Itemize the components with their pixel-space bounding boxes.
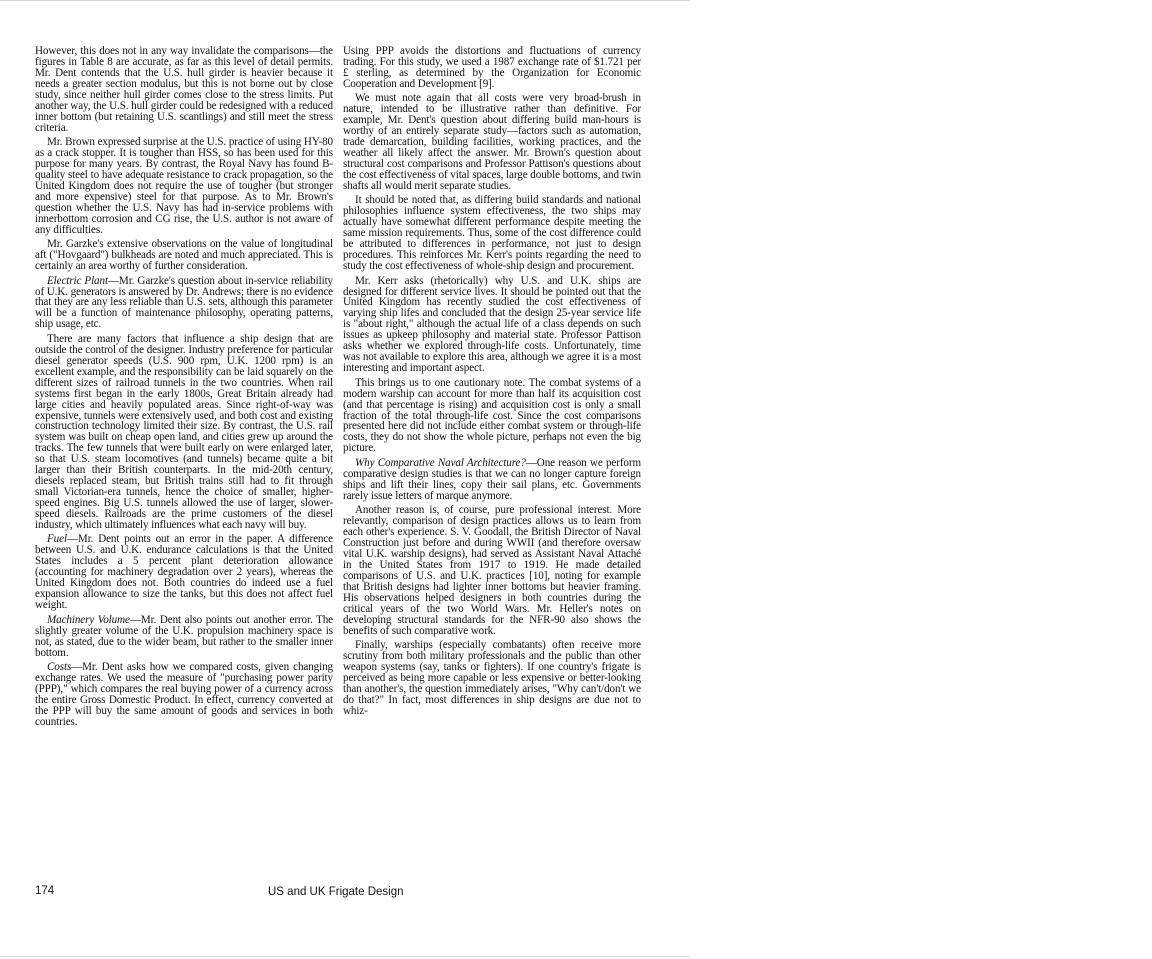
paragraph-text: Finally, warships (especially combatants) often receive more scrutiny from both military professionals and the public than other weapon systems (say, tanks or fighters). If one country's frigate is perceived as being more capable or less expensive or better-looking than another's, the question immediately arises, "Why can't/don't we do that?" In fact, most differences in ship designs are due not to whiz-	[343, 639, 641, 717]
paragraph	[35, 276, 333, 331]
paragraph-text: Mr. Kerr asks (rhetorically) why U.S. and U.K. ships are designed for different service lives. It should be pointed out that the United Kingdom has recently studied the cost effectiveness of varying ship lifes and concluded that the design 25-year service life is "about right," although the actual life of a class depends on such issues as upkeep philosophy and material state. Professor Pattison asks whether we explored through-life costs. Unfortunately, time was not available to explore this area, although we agree it is a most interesting and important aspect.	[343, 274, 641, 375]
paragraph-text: Another reason is, of course, pure professional interest. More relevantly, comparison of design practices allows us to learn from each other's experience. S. V. Goodall, the British Director of Naval Construction just before and during WWII (and therefore oversaw vital U.K. warship designs), had served as Assistant Naval Attaché in the United States from 1917 to 1919. He made detailed comparisons of U.S. and U.K. practices [10], noting for example that British designs had lighter inner bottoms but heavier framing. His observations helped designers in both countries during the critical years of the two World Wars. Mr. Heller's notes on developing structural standards for the NFR-90 also shows the benefits of such comparative work.	[343, 504, 641, 637]
paragraph	[343, 505, 641, 636]
run-in-heading: Why Comparative Naval Architecture?	[355, 456, 526, 469]
paragraph-text: Using PPP avoids the distortions and fluctuations of currency trading. For this study, we used a 1987 exchange rate of $1.721 per £ sterling, as determined by the Organization for Economic Cooperation and Development [9].	[343, 45, 641, 90]
paragraph	[35, 534, 333, 611]
paragraph	[35, 137, 333, 236]
paragraph-text: —Mr. Dent points out an error in the paper. A difference between U.S. and U.K. endurance calculations is that the United States includes a 5 percent plant deterioration allowance (accounting for machinery degradation over 2 years), whereas the United Kingdom does not. Both countries do indeed use a fuel expansion allowance to size the tanks, but this does not affect fuel weight.	[35, 533, 333, 612]
run-in-heading: Fuel	[47, 533, 67, 546]
paragraph	[343, 640, 641, 717]
paragraph	[35, 239, 333, 272]
paragraph-text: It should be noted that, as differing build standards and national philosophies influence system effectiveness, the two ships may actually have somewhat different performance despite meeting the same mission requirements. Thus, some of the cost difference could be attributed to differences in performance, not just to design procedures. This reinforces Mr. Kerr's points regarding the need to study the cost effectiveness of whole-ship design and procurement.	[343, 194, 641, 273]
page-bottom-edge	[0, 956, 690, 957]
paragraph	[343, 378, 641, 455]
paragraph-text: —Mr. Dent also points out another error. The slightly greater volume of the U.K. propulsion machinery space is not, as stated, due to the wider beam, but rather to the smaller inner bottom.	[35, 613, 333, 659]
run-in-heading: Electric Plant	[47, 274, 108, 287]
paragraph	[35, 46, 333, 134]
running-footer-title: US and UK Frigate Design	[268, 886, 404, 898]
page-top-edge	[0, 0, 690, 1]
paragraph	[35, 334, 333, 531]
left-text-column	[35, 46, 333, 731]
paragraph-text: There are many factors that influence a ship design that are outside the control of the designer. Industry preference for particular diesel generator speeds (U.S. 900 rpm, U.K. 1200 rpm) is an excellent example, and the responsibility can be laid squarely on the different sizes of railroad tunnels in the two countries. When rail systems first began in the early 1800s, Great Britain already had large cities and heavily populated areas. Since right-of-way was expensive, tunnels were extensively used, and both cost and existing construction technology limited their size. By contrast, the U.S. rail system was built on cheap open land, and cities grew up around the tracks. The few tunnels that were built early on were enlarged later, so that U.S. steam locomotives (and tunnels) became quite a bit larger than their British counterparts. In the mid-20th century, diesels replaced steam, but British trains still had to fit through small Victorian-era tunnels, hence the choice of smaller, higher-speed engines. Big U.S. tunnels allowed the use of larger, slower-speed diesels. Railroads are the prime customers of the diesel industry, which ultimately influences what each navy will buy.	[35, 332, 333, 532]
paragraph-text: We must note again that all costs were very broad-brush in nature, intended to be illustrative rather than definitive. For example, Mr. Dent's question about differing build man-hours is worthy of an entirely separate study—factors such as automation, trade demarcation, building facilities, working practices, and the weather all likely affect the answer. Mr. Brown's question about structural cost comparisons and Professor Pattison's questions about the cost effectiveness of vital spaces, large double bottoms, and twin shafts all would merit separate studies.	[343, 92, 641, 192]
paragraph	[35, 662, 333, 728]
paragraph-text: Mr. Brown expressed surprise at the U.S. practice of using HY-80 as a crack stopper. It is tougher than HSS, so has been used for this purpose for many years. By contrast, the Royal Navy has found B-quality steel to have adequate resistance to crack propagation, so the United Kingdom does not require the use of tougher (but stronger and more expensive) steel for that purpose. As to Mr. Brown's question whether the U.S. Navy has had in-service problems with innerbottom corrosion and CG rise, the U.S. author is not aware of any difficulties.	[35, 136, 333, 236]
right-text-column	[343, 46, 641, 720]
paragraph-text: This brings us to one cautionary note. The combat systems of a modern warship can account for more than half its acquisition cost (and that percentage is rising) and acquisition cost is only a small fraction of the total through-life cost. Since the cost comparisons presented here did not include either combat system or through-life costs, they do not show the whole picture, perhaps not even the big picture.	[343, 376, 641, 455]
paragraph-text: —One reason we perform comparative design studies is that we can no longer capture foreign ships and lift their lines, copy their sail plans, etc. Governments rarely issue letters of marque anymore.	[343, 456, 641, 502]
paragraph	[343, 46, 641, 90]
paragraph-text: However, this does not in any way invalidate the comparisons—the figures in Table 8 are accurate, as far as this level of detail permits. Mr. Dent contends that the U.S. hull girder is heavier because it needs a greater section modulus, but this is not borne out by close study, since neither hull girder comes close to the stress limits. Put another way, the U.S. hull girder could be redesigned with a reduced inner bottom (but retaining U.S. scantlings) and still meet the stress criteria.	[35, 45, 333, 134]
run-in-heading: Machinery Volume	[47, 613, 130, 626]
paragraph	[343, 93, 641, 192]
page-number: 174	[35, 885, 55, 897]
paragraph	[35, 615, 333, 659]
paragraph	[343, 458, 641, 502]
paragraph	[343, 195, 641, 272]
paragraph-text: Mr. Garzke's extensive observations on the value of longitudinal aft ("Hovgaard") bulkheads are noted and much appreciated. This is certainly an area worthy of further consideration.	[35, 238, 333, 273]
paragraph	[343, 276, 641, 375]
paragraph-text: —Mr. Garzke's question about in-service reliability of U.K. generators is answered by Dr. Andrews; there is no evidence that they are any less reliable than U.S. sets, although this parameter will be a function of maintenance philosophy, operating patterns, ship usage, etc.	[35, 274, 333, 331]
paragraph-text: —Mr. Dent asks how we compared costs, given changing exchange rates. We used the measure of "purchasing power parity (PPP)," which compares the real buying power of a currency across the entire Gross Domestic Product. In effect, currency converted at the PPP will buy the same amount of goods and services in both countries.	[35, 660, 333, 728]
run-in-heading: Costs	[47, 660, 72, 673]
